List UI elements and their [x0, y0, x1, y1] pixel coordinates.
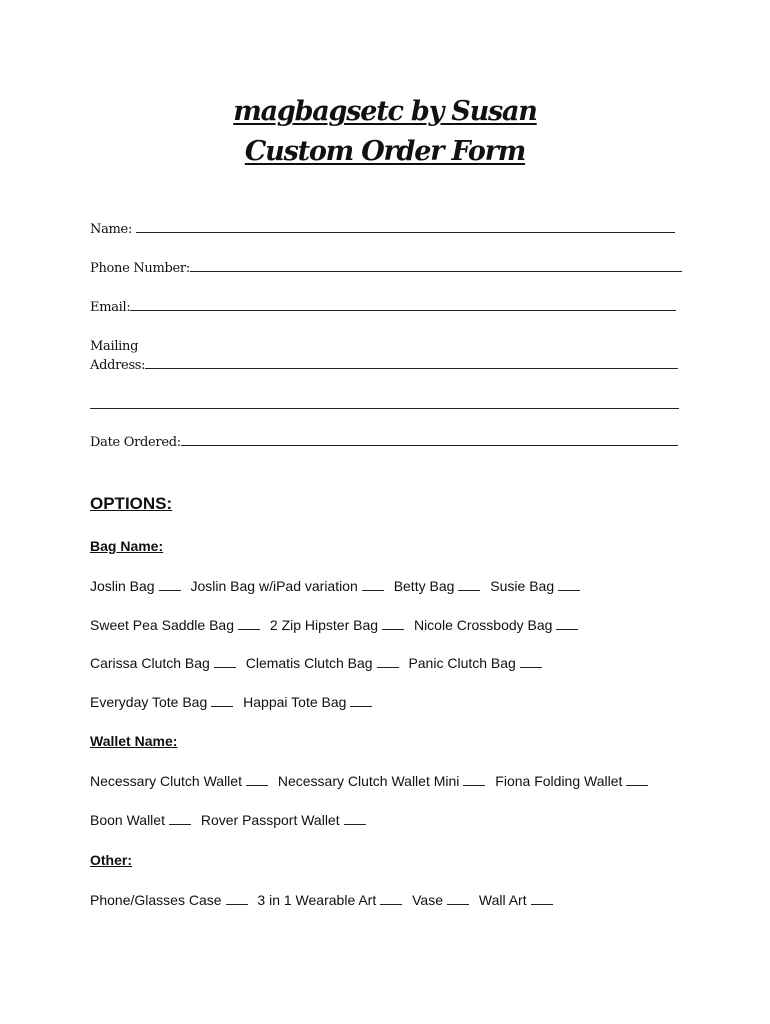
- bag-name-heading: Bag Name:: [90, 538, 164, 554]
- mailing-label-line1: Mailing: [90, 339, 139, 354]
- date-ordered-line[interactable]: [181, 433, 678, 446]
- mailing-line[interactable]: [145, 356, 678, 369]
- option-label: Joslin Bag w/iPad variation: [190, 578, 358, 594]
- option-blank[interactable]: [380, 893, 402, 905]
- bag-options-row: [90, 694, 378, 710]
- option-blank[interactable]: [556, 618, 578, 630]
- option-carissa-clutch-bag[interactable]: [90, 655, 236, 671]
- form-title-line1: magbagsetc by Susan: [233, 96, 537, 127]
- other-heading: Other:: [90, 852, 132, 868]
- option-label: 3 in 1 Wearable Art: [257, 892, 377, 908]
- option-2-zip-hipster-bag[interactable]: [270, 617, 404, 633]
- wallet-name-heading: Wallet Name:: [90, 733, 178, 749]
- option-sweet-pea-saddle-bag[interactable]: [90, 617, 260, 633]
- option-blank[interactable]: [169, 813, 191, 825]
- option-blank[interactable]: [626, 774, 648, 786]
- option-label: Sweet Pea Saddle Bag: [90, 617, 234, 633]
- option-label: Rover Passport Wallet: [200, 812, 340, 828]
- option-blank[interactable]: [350, 695, 372, 707]
- option-3-in-1-wearable-art[interactable]: [257, 892, 402, 908]
- option-label: Everyday Tote Bag: [90, 694, 208, 710]
- option-blank[interactable]: [463, 774, 485, 786]
- option-blank[interactable]: [377, 656, 399, 668]
- email-field[interactable]: [90, 298, 676, 317]
- option-necessary-clutch-wallet[interactable]: [90, 773, 268, 789]
- option-clematis-clutch-bag[interactable]: [246, 655, 399, 671]
- option-label: Vase: [412, 892, 443, 908]
- option-phone-glasses-case[interactable]: [90, 892, 248, 908]
- date-ordered-field[interactable]: [90, 433, 678, 452]
- option-panic-clutch-bag[interactable]: [408, 655, 541, 671]
- mailing-field-extra[interactable]: [90, 396, 679, 415]
- name-label: Name:: [90, 222, 133, 237]
- option-blank[interactable]: [238, 618, 260, 630]
- bag-options-row: [90, 655, 548, 671]
- option-joslin-bag-ipad[interactable]: [190, 578, 383, 594]
- option-label: 2 Zip Hipster Bag: [269, 617, 379, 633]
- option-label: Carissa Clutch Bag: [90, 655, 210, 671]
- option-blank[interactable]: [520, 656, 542, 668]
- option-label: Necessary Clutch Wallet Mini: [277, 773, 460, 789]
- option-label: Necessary Clutch Wallet: [90, 773, 242, 789]
- option-label: Phone/Glasses Case: [90, 892, 222, 908]
- email-line[interactable]: [130, 298, 676, 311]
- option-everyday-tote-bag[interactable]: [90, 694, 233, 710]
- option-label: Fiona Folding Wallet: [495, 773, 623, 789]
- name-field[interactable]: [90, 220, 675, 239]
- date-ordered-label: Date Ordered:: [90, 435, 181, 450]
- phone-label: Phone Number:: [90, 261, 190, 276]
- option-happai-tote-bag[interactable]: [243, 694, 372, 710]
- options-heading: OPTIONS:: [90, 494, 173, 513]
- phone-field[interactable]: [90, 259, 682, 278]
- mailing-field[interactable]: [90, 356, 678, 375]
- option-label: Wall Art: [478, 892, 527, 908]
- option-betty-bag[interactable]: [394, 578, 481, 594]
- option-blank[interactable]: [246, 774, 268, 786]
- option-label: Betty Bag: [393, 578, 455, 594]
- option-blank[interactable]: [211, 695, 233, 707]
- option-label: Boon Wallet: [90, 812, 165, 828]
- option-blank[interactable]: [344, 813, 366, 825]
- bag-options-row: [90, 617, 584, 633]
- mailing-line-2[interactable]: [90, 396, 679, 409]
- option-blank[interactable]: [458, 579, 480, 591]
- option-label: Susie Bag: [490, 578, 555, 594]
- option-fiona-folding-wallet[interactable]: [495, 773, 648, 789]
- option-label: Happai Tote Bag: [243, 694, 347, 710]
- option-label: Clematis Clutch Bag: [245, 655, 373, 671]
- option-blank[interactable]: [531, 893, 553, 905]
- bag-options-row: [90, 578, 586, 594]
- option-boon-wallet[interactable]: [90, 812, 191, 828]
- option-blank[interactable]: [362, 579, 384, 591]
- name-line[interactable]: [136, 220, 675, 233]
- option-label: Panic Clutch Bag: [408, 655, 516, 671]
- option-blank[interactable]: [558, 579, 580, 591]
- option-nicole-crossbody-bag[interactable]: [414, 617, 579, 633]
- option-blank[interactable]: [382, 618, 404, 630]
- phone-line[interactable]: [190, 259, 682, 272]
- option-wall-art[interactable]: [479, 892, 553, 908]
- option-blank[interactable]: [447, 893, 469, 905]
- other-options-row: [90, 892, 559, 908]
- option-necessary-clutch-wallet-mini[interactable]: [278, 773, 486, 789]
- wallet-options-row: [90, 812, 372, 828]
- option-susie-bag[interactable]: [490, 578, 580, 594]
- form-title-line2: Custom Order Form: [244, 136, 526, 167]
- option-blank[interactable]: [226, 893, 248, 905]
- mailing-label-line2: Address:: [90, 358, 146, 373]
- wallet-options-row: [90, 773, 654, 789]
- option-rover-passport-wallet[interactable]: [201, 812, 366, 828]
- option-joslin-bag[interactable]: [90, 578, 181, 594]
- option-vase[interactable]: [412, 892, 469, 908]
- option-blank[interactable]: [214, 656, 236, 668]
- email-label: Email:: [90, 300, 131, 315]
- option-label: Joslin Bag: [90, 578, 155, 594]
- option-label: Nicole Crossbody Bag: [413, 617, 553, 633]
- option-blank[interactable]: [159, 579, 181, 591]
